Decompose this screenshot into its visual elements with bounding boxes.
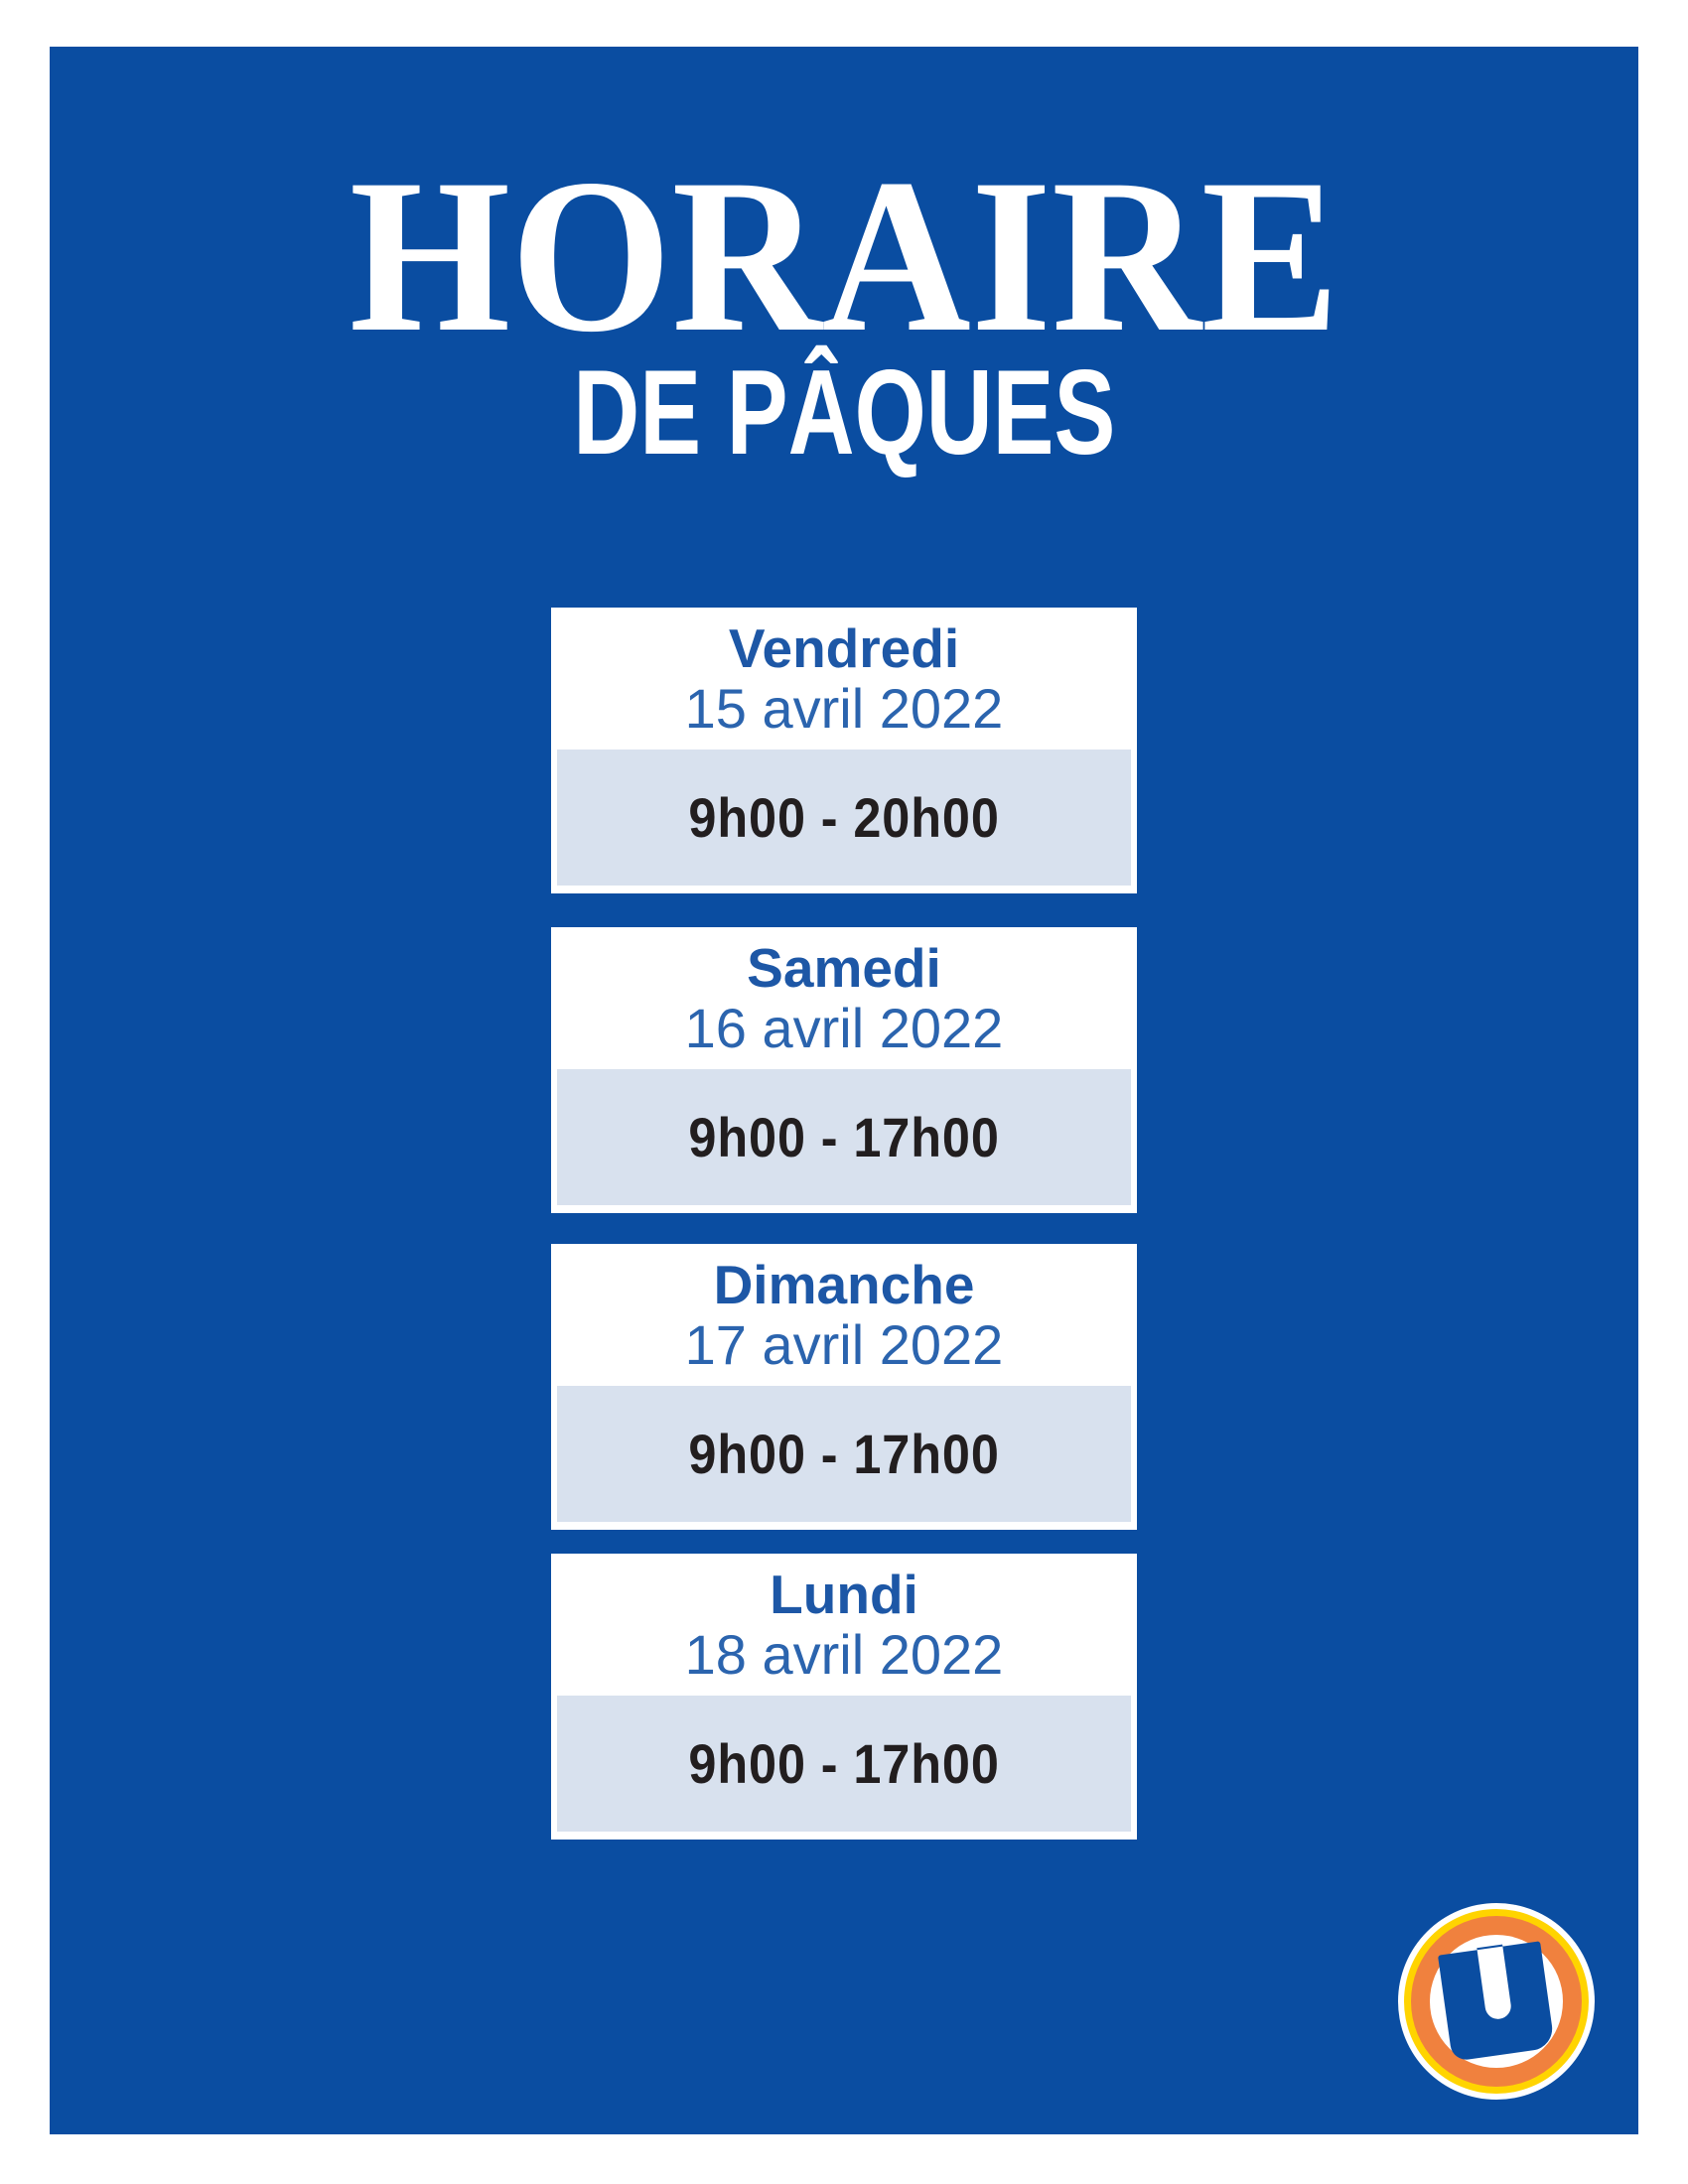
date-label: 16 avril 2022	[684, 997, 1004, 1059]
poster-background	[50, 47, 1638, 2134]
day-label: Dimanche	[713, 1254, 975, 1315]
page-subtitle	[50, 344, 1638, 479]
page-title	[50, 134, 1638, 378]
u-circle-logo-icon	[1397, 1902, 1596, 2101]
date-label: 18 avril 2022	[684, 1623, 1004, 1686]
hours-label: 9h00 - 17h00	[688, 1422, 1000, 1485]
card-header	[551, 1244, 1137, 1386]
day-label: Vendredi	[728, 617, 960, 679]
card-header	[551, 927, 1137, 1069]
day-label: Samedi	[747, 937, 941, 999]
hours-label: 9h00 - 17h00	[688, 1105, 1000, 1168]
hours-panel	[557, 750, 1131, 886]
date-label: 17 avril 2022	[684, 1313, 1004, 1376]
page-title-text: HORAIRE	[349, 134, 1339, 378]
hours-label: 9h00 - 20h00	[688, 785, 1000, 849]
card-header	[551, 1554, 1137, 1696]
schedule-card-dimanche	[551, 1244, 1137, 1530]
hours-panel	[557, 1386, 1131, 1522]
hours-label: 9h00 - 17h00	[688, 1731, 1000, 1795]
schedule-card-vendredi	[551, 608, 1137, 893]
hours-panel	[557, 1069, 1131, 1205]
date-label: 15 avril 2022	[684, 677, 1004, 740]
page-subtitle-text: DE PÂQUES	[572, 344, 1116, 479]
schedule-card-lundi	[551, 1554, 1137, 1840]
hours-panel	[557, 1696, 1131, 1832]
card-header	[551, 608, 1137, 750]
day-label: Lundi	[770, 1564, 918, 1625]
schedule-card-samedi	[551, 927, 1137, 1213]
